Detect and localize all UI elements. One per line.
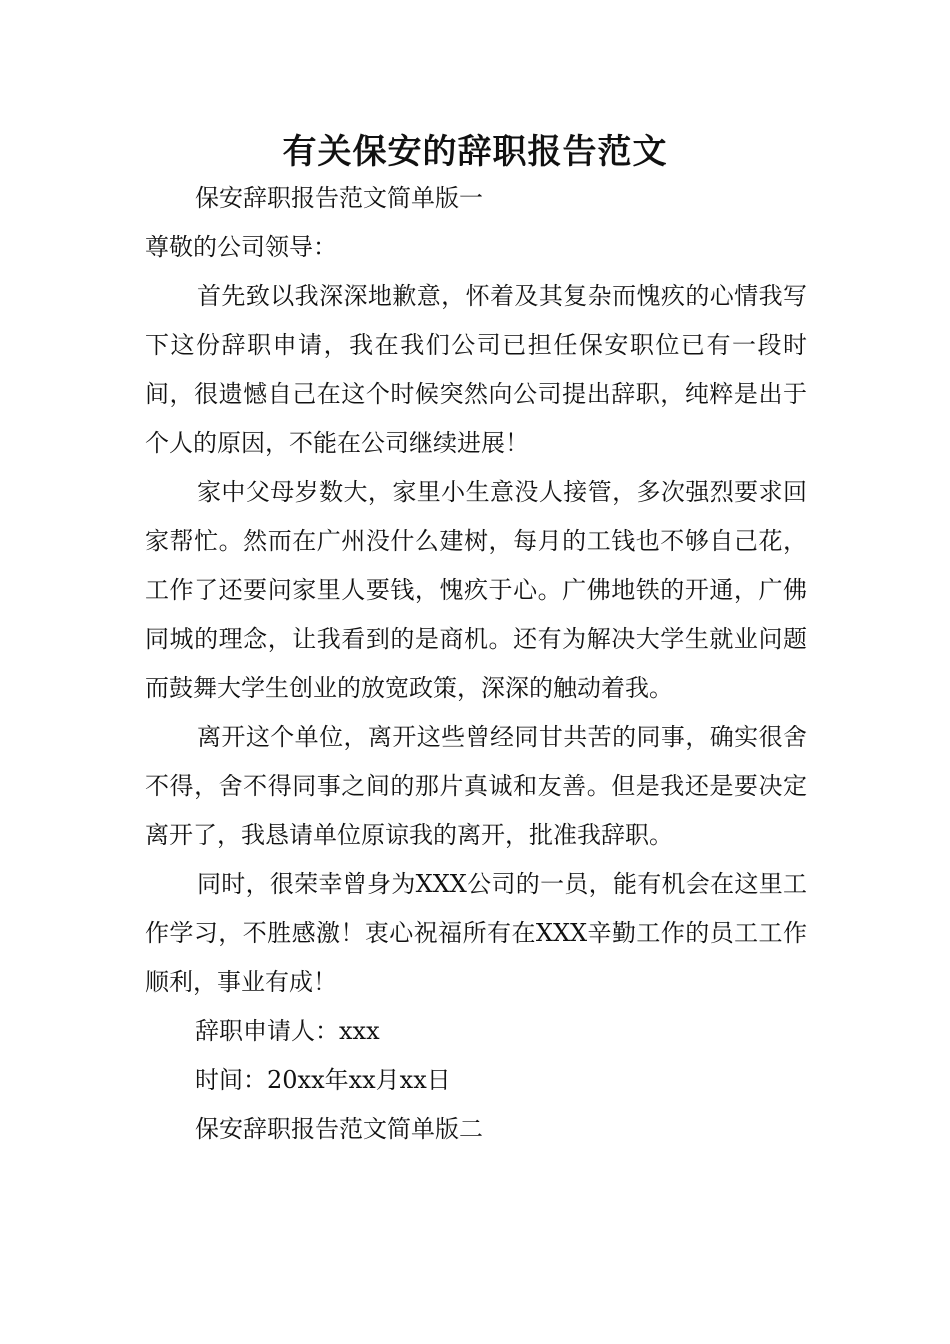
paragraph-4: 同时，很荣幸曾身为XXX公司的一员，能有机会在这里工作学习，不胜感激！衷心祝福所有在XXX辛勤工作的员工工作顺利，事业有成！ — [145, 870, 807, 996]
document-title: 有关保安的辞职报告范文 — [282, 132, 668, 172]
paragraph-1: 首先致以我深深地歉意，怀着及其复杂而愧疚的心情我写下这份辞职申请，我在我们公司已担任保安职位已有一段时间，很遗憾自己在这个时候突然向公司提出辞职，纯粹是出于个人的原因，不能在公司继续进展！ — [145, 282, 807, 457]
date-line: 时间：20xx年xx月xx日 — [195, 1066, 451, 1094]
signature-line: 辞职申请人：xxx — [195, 1017, 380, 1045]
section-heading-1: 保安辞职报告范文简单版一 — [195, 184, 483, 212]
section-heading-2: 保安辞职报告范文简单版二 — [195, 1115, 483, 1143]
document-body — [145, 174, 807, 1154]
paragraph-2: 家中父母岁数大，家里小生意没人接管，多次强烈要求回家帮忙。然而在广州没什么建树，每月的工钱也不够自己花，工作了还要问家里人要钱，愧疚于心。广佛地铁的开通，广佛同城的理念，让我看到的是商机。还有为解决大学生就业问题而鼓舞大学生创业的放宽政策，深深的触动着我。 — [145, 478, 807, 702]
paragraph-3: 离开这个单位，离开这些曾经同甘共苦的同事，确实很舍不得，舍不得同事之间的那片真诚和友善。但是我还是要决定离开了，我恳请单位原谅我的离开，批准我辞职。 — [145, 723, 807, 849]
salutation: 尊敬的公司领导： — [145, 233, 337, 261]
